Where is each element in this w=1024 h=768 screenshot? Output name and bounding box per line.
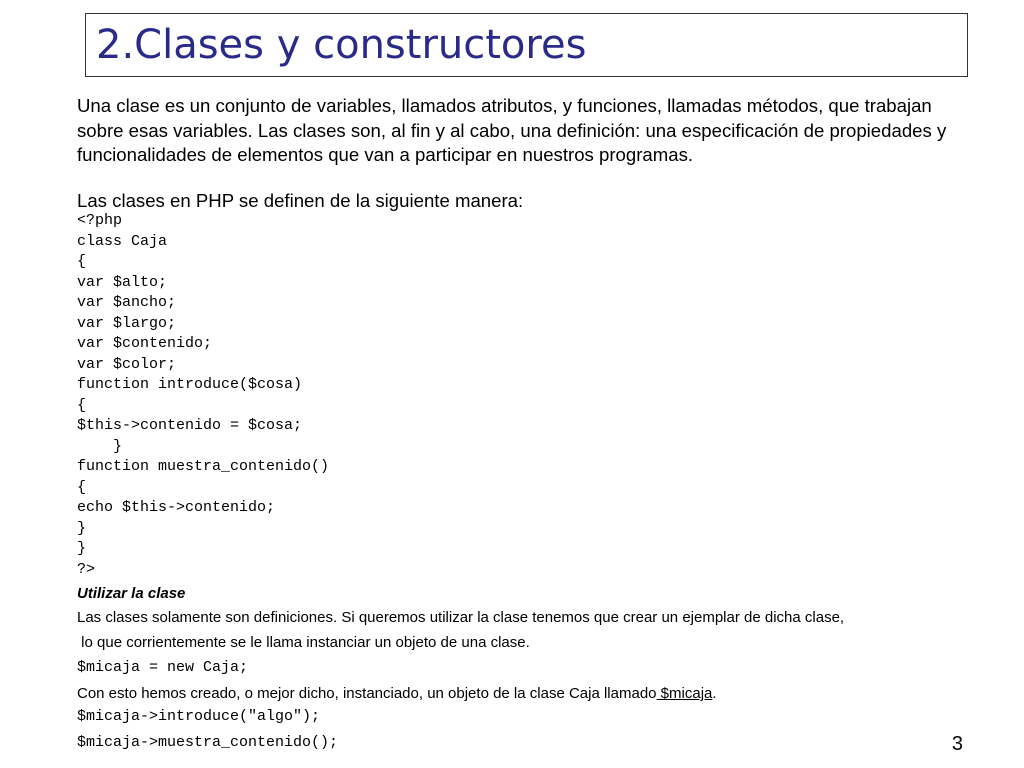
title-box xyxy=(85,13,968,77)
code-line: var $largo; xyxy=(77,314,177,332)
code-line: var $ancho; xyxy=(77,294,177,311)
code-line: function introduce($cosa) xyxy=(77,376,303,393)
instance-variable: $micaja xyxy=(656,685,713,702)
code-line: { xyxy=(77,396,87,414)
usage-text-line-2: lo que corrientemente se le llama instanciar un objeto de una clase. xyxy=(77,634,530,651)
page-number: 3 xyxy=(951,733,963,755)
code-call-muestra: $micaja->muestra_contenido(); xyxy=(77,734,339,751)
code-line: class Caja xyxy=(77,232,168,250)
instance-text-main: Con esto hemos creado, o mejor dicho, instanciado, un objeto de la clase Caja llamado xyxy=(77,685,657,702)
code-line: { xyxy=(77,478,87,496)
code-line: } xyxy=(77,540,87,557)
code-line: echo $this->contenido; xyxy=(77,499,276,516)
code-call-introduce: $micaja->introduce("algo"); xyxy=(77,708,321,725)
slide-title: 2.Clases y constructores xyxy=(96,22,587,68)
code-instantiation: $micaja = new Caja; xyxy=(77,659,249,676)
code-line: ?> xyxy=(77,560,96,578)
code-line: <?php xyxy=(77,212,123,229)
code-line: } xyxy=(77,437,123,455)
code-line: var $alto; xyxy=(77,273,168,291)
code-line: { xyxy=(77,253,87,270)
instance-text-end: . xyxy=(712,685,717,702)
intro-definition: Las clases en PHP se definen de la siguiente manera: xyxy=(77,190,524,211)
code-line: $this->contenido = $cosa; xyxy=(77,417,303,434)
code-line: var $color; xyxy=(77,355,177,373)
intro-paragraph: Una clase es un conjunto de variables, llamados atributos, y funciones, llamadas métodos, que trabajan sobre esas variables. Las clases son, al fin y al cabo, una definición: una especificación de propiedades y funcionalidades de elementos que van a participar en nuestros programas. xyxy=(77,95,947,165)
section-subheading: Utilizar la clase xyxy=(77,585,186,602)
code-line: } xyxy=(77,519,87,537)
code-line: var $contenido; xyxy=(77,335,213,352)
instance-text xyxy=(77,684,717,704)
code-block xyxy=(77,211,329,580)
code-line: function muestra_contenido() xyxy=(77,458,330,475)
usage-text-line-1: Las clases solamente son definiciones. Si queremos utilizar la clase tenemos que crear un ejemplar de dicha clase, xyxy=(77,609,845,626)
